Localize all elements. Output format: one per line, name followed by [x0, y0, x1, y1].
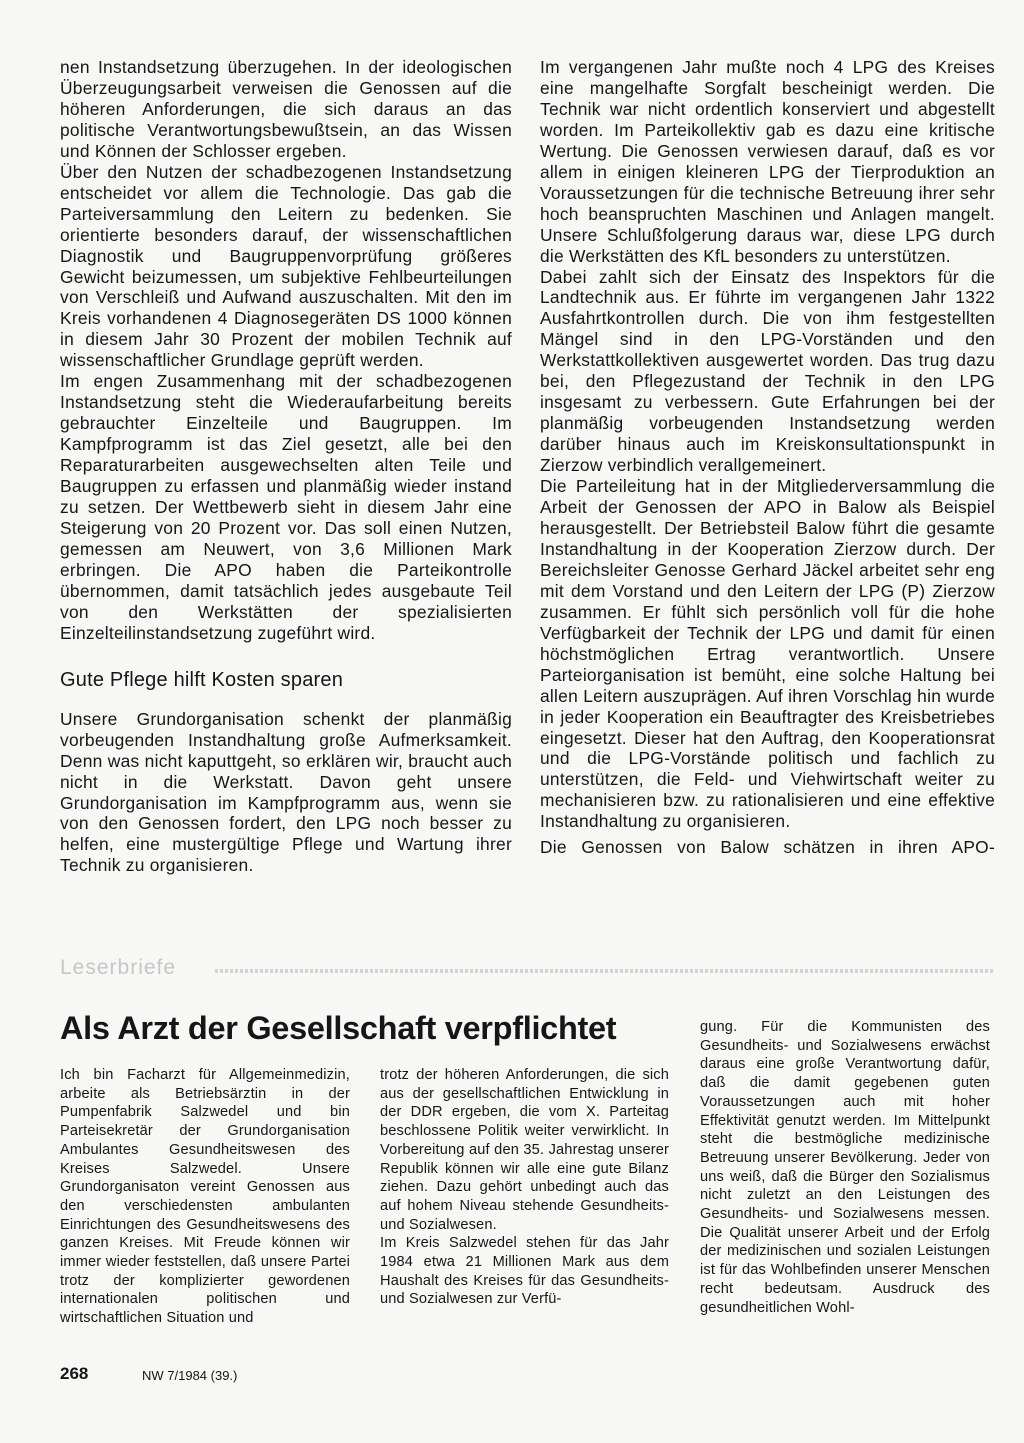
issue-reference: NW 7/1984 (39.) — [142, 1368, 238, 1383]
body-paragraph: gung. Für die Kommunisten des Gesundheits- und Sozialwesens erwächst daraus eine große Verantwortung dafür, daß die damit gegebenen guten Voraussetzungen auch mit hoher Effektivität genutzt werden. Im Mittelpunkt steht die bestmögliche medizinische Betreuung unserer Bevölkerung. Jeder von uns weiß, daß die Bürger den Sozialismus nicht zuletzt an den Leistungen des Gesundheits- und Sozialwesens messen. Die Qualität unserer Arbeit und der Erfolg der medizinischen und sozialen Leistungen ist für das Wohlbefinden unserer Menschen recht bedeutsam. Ausdruck des gesundheitlichen Wohl- — [700, 1019, 990, 1316]
body-paragraph: trotz der höheren Anforderungen, die sich aus der gesellschaftlichen Entwicklung in der DDR ergeben, die vom X. Parteitag beschlossene Politik weiter verwirklicht. In Vorbereitung auf den 35. Jahrestag unserer Republik können wir alle eine gute Bilanz ziehen. Dazu gehört unbedingt auch das auf hohem Niveau stehende Gesundheits- und Sozialwesen. — [380, 1067, 669, 1233]
body-paragraph: Im Kreis Salzwedel stehen für das Jahr 1984 etwa 21 Millionen Mark aus dem Haushalt des Kreises für das Gesundheits- und Sozialwesen zur Verfü- — [380, 1235, 669, 1308]
article-column-3 — [700, 1018, 990, 1317]
section-divider — [60, 958, 995, 980]
body-paragraph: Die Genossen von Balow schätzen in ihren APO- — [540, 837, 995, 858]
page-footer — [60, 1364, 238, 1384]
divider-line — [215, 969, 995, 973]
upper-right-column — [540, 57, 995, 858]
article-column-2 — [380, 1066, 669, 1309]
body-paragraph: Die Parteileitung hat in der Mitgliederversammlung die Arbeit der Genossen der APO in Balow als Beispiel herausgestellt. Der Betriebsteil Balow führt die gesamte Instandhaltung in der Kooperation Zierzow durch. Der Bereichsleiter Genosse Gerhard Jäckel arbeitet sehr eng mit dem Vorstand und den Leitern der LPG (P) Zierzow zusammen. Er fühlt sich persönlich voll für die hohe Verfügbarkeit der Technik der LPG und damit für einen höchstmöglichen Ertrag verantwortlich. Unsere Parteiorganisation ist bemüht, eine solche Haltung bei allen Leitern auszuprägen. Auf ihren Vorschlag hin wurde in jeder Kooperation ein Beauftragter des Kreisbetriebes eingesetzt. Dieser hat den Auftrag, den Kooperationsrat und die LPG-Vorstände politisch und fachlich zu unterstützen, die Feld- und Viehwirtschaft weiter zu mechanisieren bzw. zu rationalisieren und eine effektive Instandhaltung zu organisieren. — [540, 476, 995, 832]
page-number: 268 — [60, 1364, 89, 1383]
upper-left-column — [60, 57, 512, 876]
section-label: Leserbriefe — [60, 956, 177, 979]
article-column-1 — [60, 1066, 350, 1328]
body-paragraph: Dabei zahlt sich der Einsatz des Inspektors für die Landtechnik aus. Er führte im vergangenen Jahr 1322 Ausfahrtkontrollen durch. Die von ihm festgestellten Mängel sind in den LPG-Vorständen und den Werkstattkollektiven ausgewertet worden. Das trug dazu bei, den Pflegezustand der Technik in den LPG insgesamt zu verbessern. Gute Erfahrungen bei der planmäßig vorbeugenden Instandsetzung werden darüber hinaus auch im Kreiskonsultationspunkt in Zierzow verbindlich verallgemeinert. — [540, 266, 995, 476]
body-paragraph: Im vergangenen Jahr mußte noch 4 LPG des Kreises eine mangelhafte Sorgfalt bescheinigt werden. Die Technik war nicht ordentlich konserviert und abgestellt worden. Im Parteikollektiv gab es dazu eine kritische Wertung. Die Genossen verwiesen darauf, daß es vor allem in einigen kleineren LPG der Tierproduktion an Voraussetzungen für die technische Betreuung ihrer sehr hoch beanspruchten Maschinen und Anlagen mangelt. Unsere Schlußfolgerung daraus war, diese LPG durch die Werkstätten des KfL besonders zu unterstützen. — [540, 57, 995, 266]
body-paragraph: Ich bin Facharzt für Allgemeinmedizin, arbeite als Betriebsärztin in der Pumpenfabrik Salzwedel und bin Parteisekretär der Grundorganisation Ambulantes Gesundheitswesen des Kreises Salzwedel. Unsere Grundorganisaton vereint Genossen aus den verschiedensten ambulanten Einrichtungen des Gesundheitswesens des ganzen Kreises. Mit Freude können wir immer wieder feststellen, daß unsere Partei trotz der komplizierter gewordenen internationalen politischen und wirtschaftlichen Situation und — [60, 1067, 350, 1327]
article-title: Als Arzt der Gesellschaft verpflichtet — [60, 1010, 617, 1046]
body-paragraph: Im engen Zusammenhang mit der schadbezogenen Instandsetzung steht die Wiederaufarbeitung bereits gebrauchter Einzelteile und Baugruppen. Im Kampfprogramm ist das Ziel gesetzt, alle bei den Reparaturarbeiten ausgewechselten alten Teile und Baugruppen zu erfassen und planmäßig wieder instand zu setzen. Der Wettbewerb sieht in diesem Jahr eine Steigerung von 20 Prozent vor. Das soll einen Nutzen, gemessen am Neuwert, von 3,6 Millionen Mark erbringen. Die APO haben die Parteikontrolle übernommen, damit tatsächlich jedes ausgebaute Teil von den Werkstätten der spezialisierten Einzelteilinstandsetzung zugeführt wird. — [60, 371, 512, 643]
body-paragraph: nen Instandsetzung überzugehen. In der ideologischen Überzeugungsarbeit verweisen die Genossen auf die höheren Anforderungen, die sich daraus an das politische Verantwortungsbewußtsein, an das Wissen und Können der Schlosser ergeben. — [60, 57, 512, 161]
section-subheading: Gute Pflege hilft Kosten sparen — [60, 668, 344, 691]
body-paragraph: Über den Nutzen der schadbezogenen Instandsetzung entscheidet vor allem die Technologie. Das gab die Parteiversammlung den Leitern zu bedenken. Sie orientierte besonders darauf, der wissenschaftlichen Diagnostik und Baugruppenvorprüfung größeres Gewicht beizumessen, um subjektive Fehlbeurteilungen von Verschleiß und Aufwand auszuschalten. Mit den im Kreis vorhandenen 4 Diagnosegeräten DS 1000 können in diesem Jahr 30 Prozent der mobilen Technik auf wissenschaftlicher Grundlage geprüft werden. — [60, 161, 512, 371]
body-paragraph: Unsere Grundorganisation schenkt der planmäßig vorbeugenden Instandhaltung große Aufmerksamkeit. Denn was nicht kaputtgeht, so erklären wir, braucht auch nicht in die Werkstatt. Davon geht unsere Grundorganisation im Kampfprogramm aus, wenn sie von den Genossen fordert, den LPG noch besser zu helfen, eine mustergültige Pflege und Wartung ihrer Technik zu organisieren. — [60, 708, 512, 876]
